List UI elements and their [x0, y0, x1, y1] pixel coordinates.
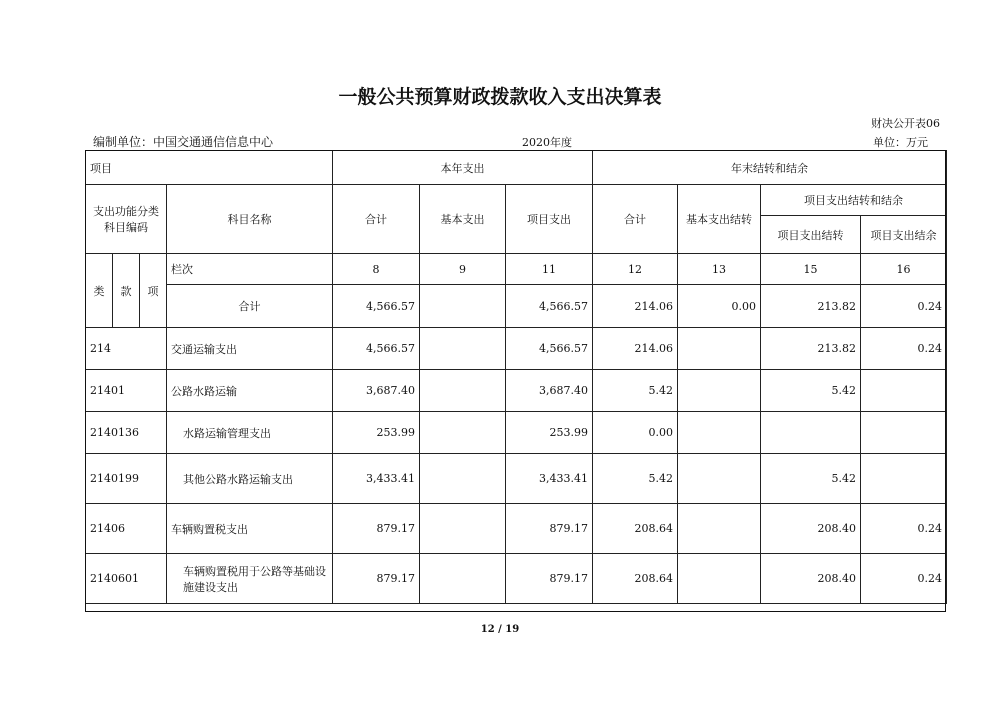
- cell: 0.24: [861, 504, 947, 554]
- total-label: 合计: [167, 285, 333, 328]
- cell: [420, 454, 506, 504]
- table-row: [86, 454, 947, 504]
- header-proj-group: 项目支出结转和结余: [761, 185, 947, 216]
- header-item: 项目: [86, 151, 333, 185]
- col-num: 11: [506, 254, 593, 285]
- col-num: 13: [678, 254, 761, 285]
- table-row: [86, 328, 947, 370]
- cell: [861, 370, 947, 412]
- cell: [861, 412, 947, 454]
- cell: 879.17: [506, 504, 593, 554]
- col-num: 8: [333, 254, 420, 285]
- cell: [420, 328, 506, 370]
- header-kuan: 款: [113, 254, 140, 328]
- cell: 3,687.40: [506, 370, 593, 412]
- header-basic-carry: 基本支出结转: [678, 185, 761, 254]
- header-lei: 类: [86, 254, 113, 328]
- header-total: 合计: [333, 185, 420, 254]
- table-row: [86, 370, 947, 412]
- cell: 4,566.57: [506, 285, 593, 328]
- subject-name: 交通运输支出: [167, 328, 333, 370]
- final-accounts-table: [85, 150, 947, 604]
- cell: 4,566.57: [506, 328, 593, 370]
- func-code: 2140136: [86, 412, 167, 454]
- header-project: 项目支出: [506, 185, 593, 254]
- col-num: 15: [761, 254, 861, 285]
- table-row: [86, 554, 947, 604]
- cell: [678, 328, 761, 370]
- header-basic: 基本支出: [420, 185, 506, 254]
- cell: 5.42: [593, 454, 678, 504]
- header-proj-surplus: 项目支出结余: [861, 216, 947, 254]
- cell: 208.40: [761, 504, 861, 554]
- subject-name: 车辆购置税支出: [167, 504, 333, 554]
- func-code: 2140199: [86, 454, 167, 504]
- subject-name: 其他公路水路运输支出: [167, 454, 333, 504]
- cell: [420, 554, 506, 604]
- cell: 5.42: [761, 454, 861, 504]
- header-subject: 科目名称: [167, 185, 333, 254]
- total-row: [86, 285, 947, 328]
- page-number: 12 / 19: [480, 624, 520, 635]
- header-lanci: 栏次: [167, 254, 333, 285]
- currency-unit: 单位：万元: [873, 136, 928, 149]
- cell: 4,566.57: [333, 285, 420, 328]
- cell: 879.17: [333, 504, 420, 554]
- func-code: 214: [86, 328, 167, 370]
- table-row: [86, 504, 947, 554]
- cell: 0.00: [678, 285, 761, 328]
- cell: [420, 504, 506, 554]
- cell: 208.40: [761, 554, 861, 604]
- cell: 879.17: [333, 554, 420, 604]
- col-num: 12: [593, 254, 678, 285]
- col-num: 16: [861, 254, 947, 285]
- cell: 214.06: [593, 328, 678, 370]
- subject-name: 水路运输管理支出: [167, 412, 333, 454]
- header-current-expense: 本年支出: [333, 151, 593, 185]
- func-code: 21406: [86, 504, 167, 554]
- cell: 0.24: [861, 328, 947, 370]
- cell: [761, 412, 861, 454]
- cell: [678, 412, 761, 454]
- cell: 3,433.41: [333, 454, 420, 504]
- cell: [678, 454, 761, 504]
- page-title: 一般公共预算财政拨款收入支出决算表: [338, 86, 662, 108]
- table-row: [86, 412, 947, 454]
- table-number: 财决公开表06: [871, 117, 940, 130]
- fiscal-year: 2020年度: [522, 136, 572, 149]
- cell: [420, 285, 506, 328]
- cell: 5.42: [593, 370, 678, 412]
- cell: 253.99: [333, 412, 420, 454]
- cell: 208.64: [593, 504, 678, 554]
- compiling-unit: 编制单位：中国交通通信信息中心: [93, 135, 274, 149]
- cell: 879.17: [506, 554, 593, 604]
- header-yearend-balance: 年末结转和结余: [593, 151, 947, 185]
- header-proj-carry: 项目支出结转: [761, 216, 861, 254]
- cell: 5.42: [761, 370, 861, 412]
- header-xiang: 项: [140, 254, 167, 328]
- cell: 4,566.57: [333, 328, 420, 370]
- cell: [420, 412, 506, 454]
- func-code: 2140601: [86, 554, 167, 604]
- cell: [420, 370, 506, 412]
- cell: 253.99: [506, 412, 593, 454]
- subject-name: 车辆购置税用于公路等基础设施建设支出: [167, 554, 333, 604]
- cell: 214.06: [593, 285, 678, 328]
- cell: 0.00: [593, 412, 678, 454]
- col-num: 9: [420, 254, 506, 285]
- func-code: 21401: [86, 370, 167, 412]
- cell: [861, 454, 947, 504]
- cell: [678, 504, 761, 554]
- cell: 0.24: [861, 554, 947, 604]
- cell: 3,687.40: [333, 370, 420, 412]
- cell: [678, 370, 761, 412]
- header-func-code: 支出功能分类科目编码: [86, 185, 167, 254]
- cell: 208.64: [593, 554, 678, 604]
- cell: 213.82: [761, 285, 861, 328]
- cell: 0.24: [861, 285, 947, 328]
- subject-name: 公路水路运输: [167, 370, 333, 412]
- cell: 3,433.41: [506, 454, 593, 504]
- cell: [678, 554, 761, 604]
- header-total2: 合计: [593, 185, 678, 254]
- cell: 213.82: [761, 328, 861, 370]
